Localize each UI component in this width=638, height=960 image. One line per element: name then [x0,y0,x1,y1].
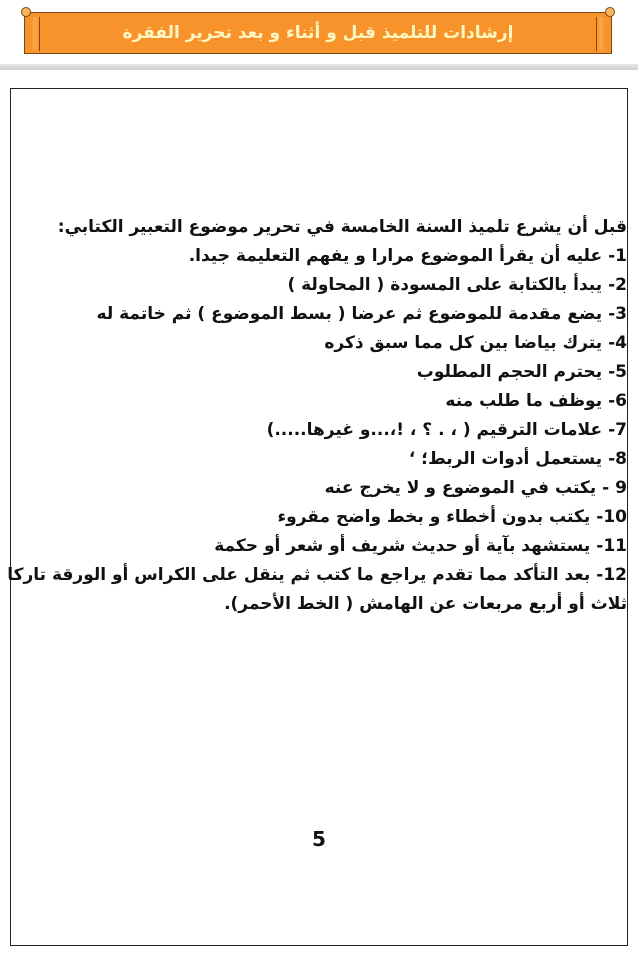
item-number: 12- [596,565,627,585]
item-number: 4- [608,333,627,353]
item-number: 9 - [602,478,627,498]
title-banner [24,12,612,54]
list-item [31,242,627,271]
item-number: 7- [608,420,627,440]
item-text: يستعمل أدوات الربط؛ ‘ [408,449,603,469]
list-item [31,358,627,387]
item-text: يستشهد بآية أو حديث شريف أو شعر أو حكمة [214,536,591,556]
list-item [31,416,627,445]
list-item [31,271,627,300]
list-item [31,300,627,329]
item-text: يكتب في الموضوع و لا يخرج عنه [324,478,597,498]
list-item [31,445,627,474]
list-item [31,474,627,503]
item-text: يضع مقدمة للموضوع ثم عرضا ( بسط الموضوع ) ثم خاتمة له [96,304,603,324]
continuation-line: ثلاث أو أربع مربعات عن الهامش ( الخط الأحمر). [224,594,627,614]
item-text: عليه أن يقرأ الموضوع مرارا و يفهم التعليمة جيدا. [188,246,603,266]
item-number: 8- [608,449,627,469]
list-item [31,532,627,561]
item-text: يوظف ما طلب منه [445,391,603,411]
item-text: بعد التأكد مما تقدم يراجع ما كتب ثم ينقل على الكراس أو الورقة تاركا [7,565,591,585]
list-item [31,503,627,532]
item-text: علامات الترقيم ( ، . ؟ ، !،...و غيرها.....) [266,420,603,440]
list-item [7,561,627,590]
item-text: يبدأ بالكتابة على المسودة ( المحاولة ) [287,275,603,295]
item-text: يكتب بدون أخطاء و بخط واضح مقروء [277,507,591,527]
instructions-text [7,213,627,619]
list-item [31,329,627,358]
header-divider [0,64,638,70]
item-number: 10- [596,507,627,527]
item-number: 11- [596,536,627,556]
item-number: 1- [608,246,627,266]
item-number: 5- [608,362,627,382]
item-text: يحترم الحجم المطلوب [416,362,603,382]
content-frame [7,88,628,946]
list-item [31,387,627,416]
item-number: 3- [608,304,627,324]
item-number: 2- [608,275,627,295]
page-title: إرشادات للتلميذ قبل و أثناء و بعد تحرير الفقرة [122,23,514,43]
intro-line: قبل أن يشرع تلميذ السنة الخامسة في تحرير موضوع التعبير الكتابي: [57,217,627,237]
page-number: 5 [312,827,326,851]
item-text: يترك بياضا بين كل مما سبق ذكره [324,333,603,353]
item-number: 6- [608,391,627,411]
